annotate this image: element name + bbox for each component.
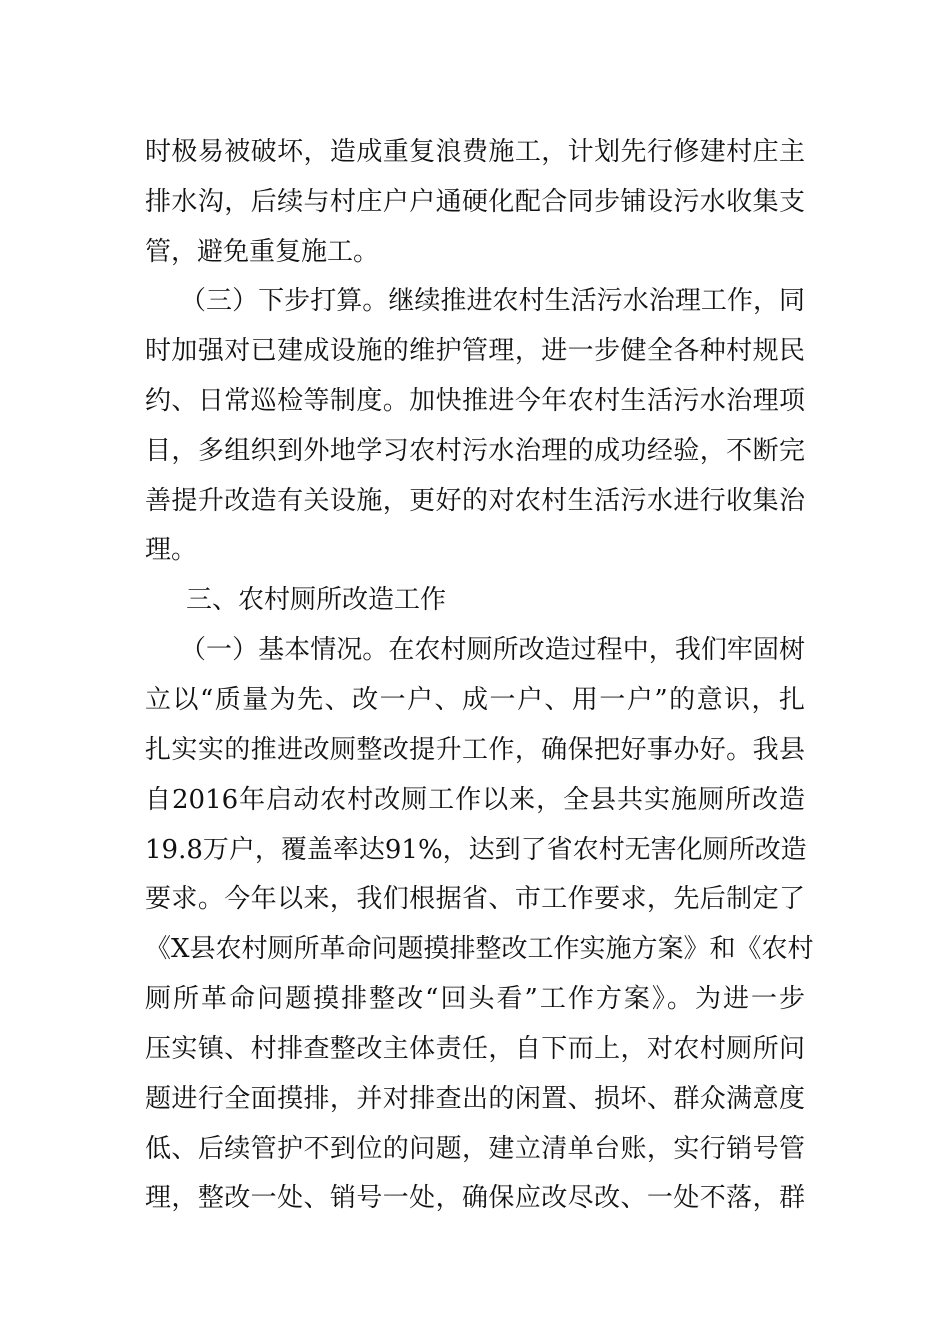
paragraph-line: （一）基本情况。在农村厕所改造过程中，我们牢固树 — [180, 635, 805, 665]
paragraph-line: 立以“质量为先、改一户、成一户、用一户”的意识，扎 — [145, 685, 805, 715]
paragraph-line: 扎实实的推进改厕整改提升工作，确保把好事办好。我县 — [145, 735, 805, 765]
paragraph-line: 自2016年启动农村改厕工作以来，全县共实施厕所改造 — [145, 785, 805, 815]
section-heading: 三、农村厕所改造工作 — [186, 585, 447, 615]
paragraph-line: 管，避免重复施工。 — [145, 237, 380, 267]
paragraph-line: 时极易被破坏，造成重复浪费施工，计划先行修建村庄主 — [145, 137, 805, 167]
paragraph-line: 目，多组织到外地学习农村污水治理的成功经验，不断完 — [145, 436, 805, 466]
paragraph-line: 理，整改一处、销号一处，确保应改尽改、一处不落，群 — [145, 1183, 805, 1213]
paragraph-line: 排水沟，后续与村庄户户通硬化配合同步铺设污水收集支 — [145, 187, 805, 217]
paragraph-line: 19.8万户，覆盖率达91%，达到了省农村无害化厕所改造 — [145, 835, 807, 865]
paragraph-line: 题进行全面摸排，并对排查出的闲置、损坏、群众满意度 — [145, 1084, 805, 1114]
paragraph-line: 《X县农村厕所革命问题摸排整改工作实施方案》和《农村 — [145, 934, 814, 964]
paragraph-line: 善提升改造有关设施，更好的对农村生活污水进行收集治 — [145, 486, 805, 516]
paragraph-line: 厕所革命问题摸排整改“回头看”工作方案》。为进一步 — [145, 984, 805, 1014]
paragraph-line: 约、日常巡检等制度。加快推进今年农村生活污水治理项 — [145, 386, 805, 416]
paragraph-line: 要求。今年以来，我们根据省、市工作要求，先后制定了 — [145, 884, 805, 914]
paragraph-line: 时加强对已建成设施的维护管理，进一步健全各种村规民 — [145, 336, 805, 366]
paragraph-line: 压实镇、村排查整改主体责任，自下而上，对农村厕所问 — [145, 1034, 805, 1064]
paragraph-line: 理。 — [145, 535, 198, 565]
paragraph-line: 低、后续管护不到位的问题，建立清单台账，实行销号管 — [145, 1134, 805, 1164]
paragraph-line: （三）下步打算。继续推进农村生活污水治理工作，同 — [180, 286, 805, 316]
